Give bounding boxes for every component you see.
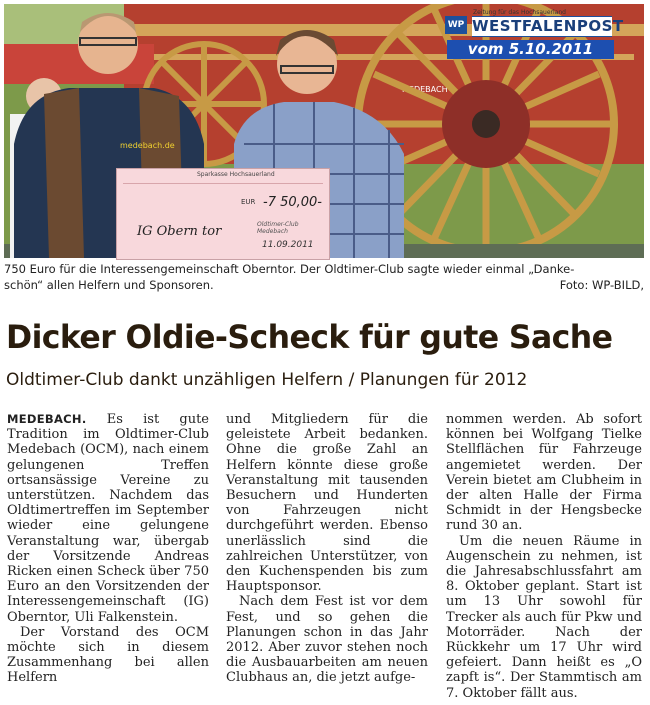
paragraph: Nach dem Fest ist vor dem Fest, und so gehen die Planungen schon in das Jahr 2012. Aber zuvor stehen noch die Ausbauarbeiten am neuen Clubhaus an, die jetzt aufge- bbox=[226, 594, 428, 686]
dateline: MEDEBACH. bbox=[7, 412, 87, 426]
check-signature: Oldtimer-Club Medebach bbox=[257, 221, 299, 235]
newspaper-logo-icon: WP bbox=[445, 16, 467, 34]
check-date: 11.09.2011 bbox=[262, 240, 314, 250]
article-column-1 bbox=[7, 412, 209, 686]
paragraph: nommen werden. Ab sofort können bei Wolfgang Tielke Stellflächen für Fahrzeuge angemietet werden. Der Verein bietet am Clubheim in der alten Halle der Firma Schmidt in der Hengsbecke rund 30 an. bbox=[446, 412, 642, 534]
caption-line-2: schön“ allen Helfern und Sponsoren. bbox=[4, 278, 214, 292]
check-bank: Sparkasse Hochsauerland bbox=[197, 171, 275, 178]
paragraph: und Mitgliedern für die geleistete Arbeit bedanken. Ohne die große Zahl an Helfern könnte diese große Veranstaltung mit tausenden Besuchern und Hunderten von Fahrzeugen nicht durchgeführt werden. Ebenso unerlässlich sind die zahlreichen Unterstützer, von den Kuchenspenden bis zum Hauptsponsor. bbox=[226, 412, 428, 595]
check-currency: EUR bbox=[241, 198, 256, 206]
coach-label: MEDEBACH bbox=[402, 85, 448, 94]
article-column-3 bbox=[446, 412, 642, 701]
photo-caption bbox=[4, 261, 644, 293]
donation-check bbox=[116, 168, 330, 260]
article-subheadline: Oldtimer-Club dankt unzähligen Helfern / Planungen für 2012 bbox=[6, 370, 528, 390]
photo-credit: Foto: WP-BILD, bbox=[559, 278, 644, 292]
check-payee: IG Obern tor bbox=[137, 224, 222, 239]
newspaper-date: vom 5.10.2011 bbox=[447, 40, 614, 59]
paragraph: Um die neuen Räume in Augenschein zu nehmen, ist die Jahresabschlussfahrt am 8. Oktober geplant. Start ist um 13 Uhr sowohl für Trecker als auch für Pkw und Motorräder. Nach der Rückkehr um 17 Uhr wird gefeiert. Dann heißt es „O zapft is“. Der Stammtisch am 7. Oktober fällt aus. bbox=[446, 533, 642, 701]
check-divider bbox=[123, 183, 323, 184]
article-column-2 bbox=[226, 412, 428, 686]
paragraph: Es ist gute Tradition im Oldtimer-Club Medebach (OCM), nach einem gelungenen Treffen ortsansässige Vereine zu unterstützen. Nachdem das Oldtimertreffen im September wieder eine gelungene Veranstaltung war, übergab der Vorsitzende Andreas Ricken einen Scheck über 750 Euro an den Vorsitzenden der Interessengemeinschaft (IG) Oberntor, Uli Falkenstein. bbox=[7, 412, 210, 625]
newspaper-tagline: Zeitung für das Hochsauerland bbox=[473, 9, 566, 16]
shirt-label: medebach.de bbox=[120, 141, 175, 150]
check-amount: -7 50,00- bbox=[263, 195, 323, 210]
paragraph: Der Vorstand des OCM möchte sich in diesem Zusammenhang bei allen Helfern bbox=[7, 624, 209, 686]
article-headline: Dicker Oldie-Scheck für gute Sache bbox=[6, 318, 613, 356]
newspaper-name: WESTFALENPOST bbox=[472, 17, 624, 35]
caption-line-1: 750 Euro für die Interessengemeinschaft Oberntor. Der Oldtimer-Club sagte wieder einmal „Danke- bbox=[4, 262, 575, 276]
